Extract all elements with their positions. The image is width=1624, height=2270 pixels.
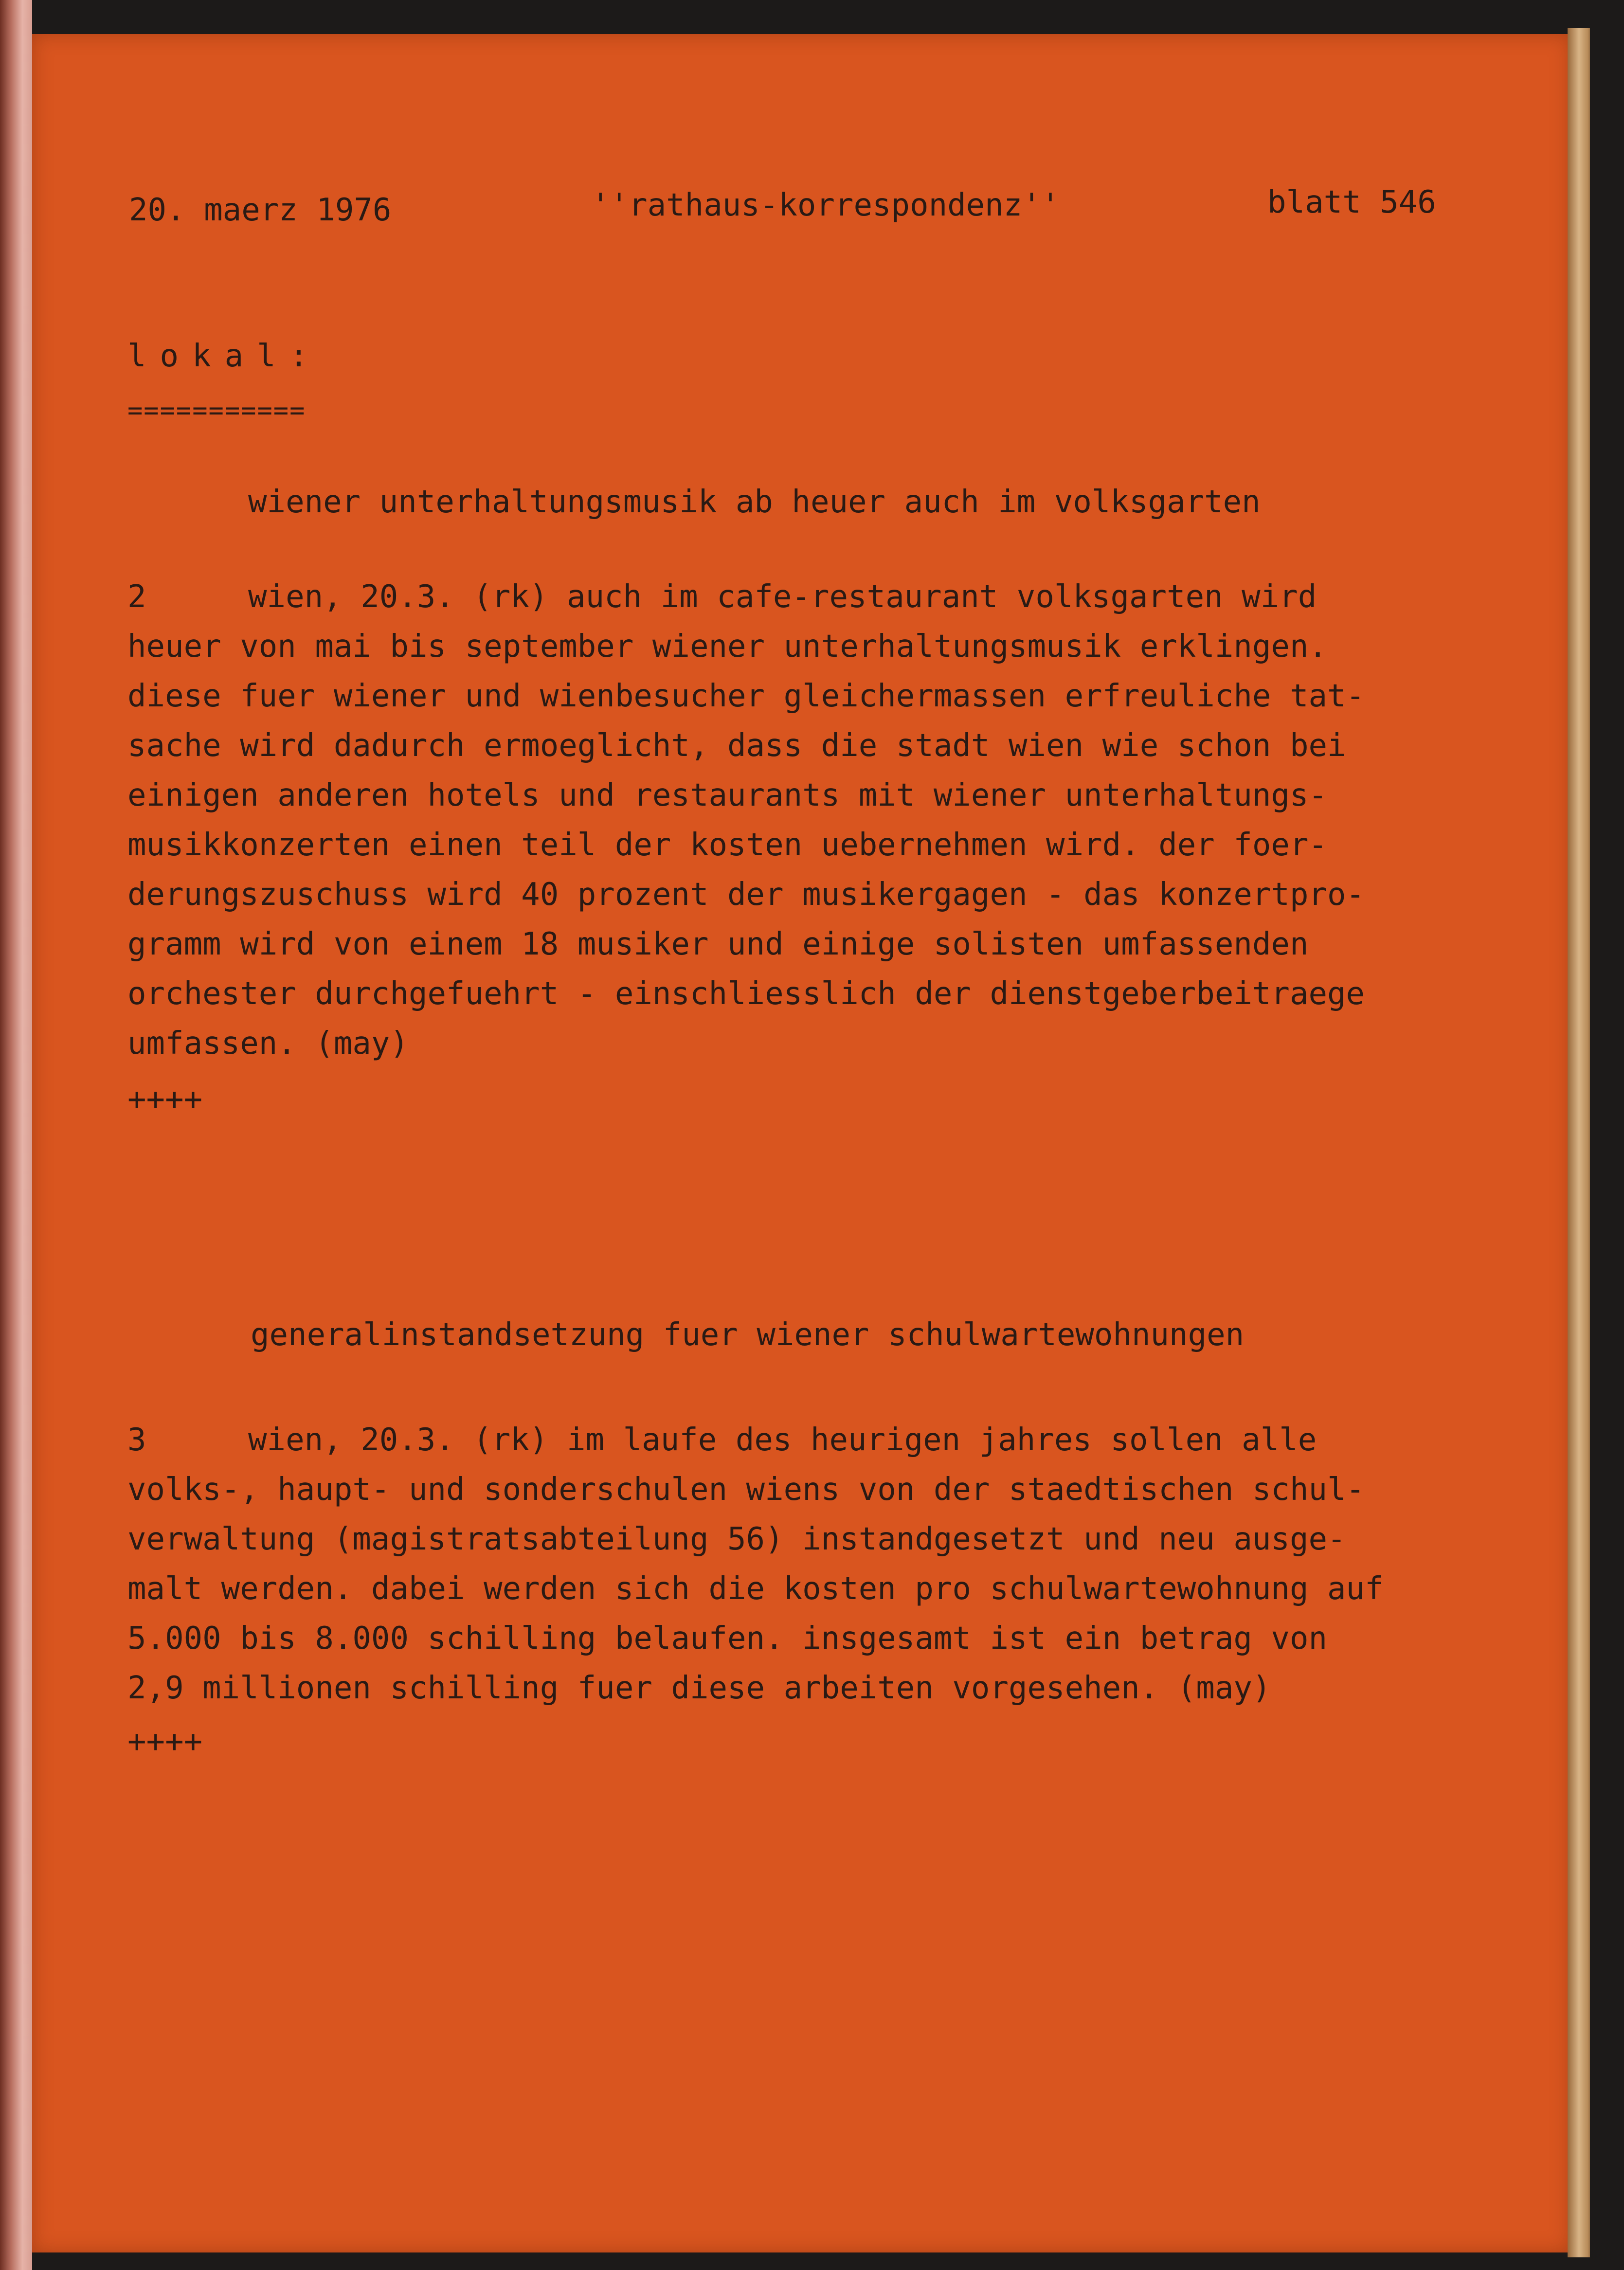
article-line: diese fuer wiener und wienbesucher gleichermassen erfreuliche tat- <box>127 678 1365 714</box>
article-line: verwaltung (magistratsabteilung 56) instandgesetzt und neu ausge- <box>127 1521 1346 1557</box>
article-line: wien, 20.3. (rk) auch im cafe-restaurant volksgarten wird <box>248 579 1317 615</box>
article-line: sache wird dadurch ermoeglicht, dass die stadt wien wie schon bei <box>127 728 1346 764</box>
article-line: orchester durchgefuehrt - einschliesslich der dienstgeberbeitraege <box>127 976 1365 1012</box>
article-line: gramm wird von einem 18 musiker und einige solisten umfassenden <box>127 926 1309 962</box>
binding-strip <box>1590 0 1624 2270</box>
article-line: heuer von mai bis september wiener unterhaltungsmusik erklingen. <box>127 629 1327 665</box>
article-headline: generalinstandsetzung fuer wiener schulwartewohnungen <box>251 1317 1245 1353</box>
article-line: wien, 20.3. (rk) im laufe des heurigen jahres sollen alle <box>248 1422 1317 1458</box>
header-date: 20. maerz 1976 <box>129 192 392 228</box>
page-stack-edge <box>1568 28 1593 2257</box>
article-end-mark: ++++ <box>127 1081 203 1117</box>
header-publication: ''rathaus-korrespondenz'' <box>591 187 1060 223</box>
article-line: volks-, haupt- und sonderschulen wiens von der staedtischen schul- <box>127 1472 1365 1508</box>
article-headline: wiener unterhaltungsmusik ab heuer auch im volksgarten <box>248 484 1261 520</box>
article-end-mark: ++++ <box>127 1724 203 1760</box>
article-line: 2,9 millionen schilling fuer diese arbeiten vorgesehen. (may) <box>127 1670 1271 1706</box>
article-number: 3 <box>127 1422 146 1458</box>
article-line: einigen anderen hotels und restaurants mit wiener unterhaltungs- <box>127 777 1327 813</box>
article-line: umfassen. (may) <box>127 1026 409 1062</box>
article-line: musikkonzerten einen teil der kosten uebernehmen wird. der foer- <box>127 827 1327 863</box>
article-line: 5.000 bis 8.000 schilling belaufen. insgesamt ist ein betrag von <box>127 1621 1327 1657</box>
section-underline: =========== <box>127 396 306 425</box>
article-line: malt werden. dabei werden sich die kosten pro schulwartewohnung auf <box>127 1571 1384 1607</box>
section-label: lokal: <box>127 338 322 374</box>
article-line: derungszuschuss wird 40 prozent der musikergagen - das konzertpro- <box>127 877 1365 913</box>
header-sheet-number: blatt 546 <box>1267 184 1436 220</box>
previous-page-edge <box>0 0 32 2270</box>
article-number: 2 <box>127 579 146 615</box>
